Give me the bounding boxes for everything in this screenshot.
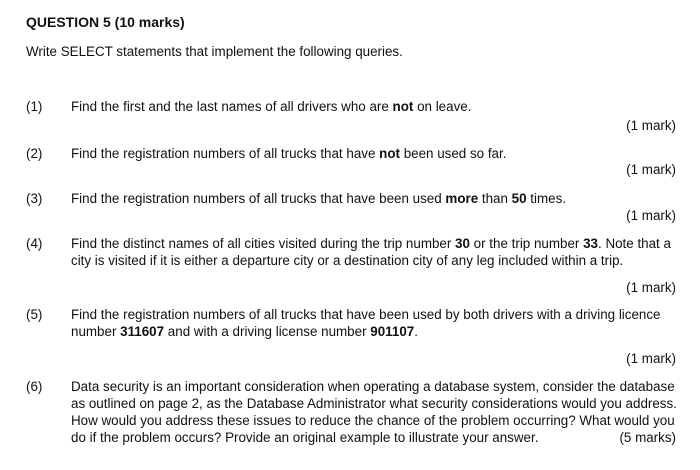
item-text-1: Find the first and the last names of all drivers who are not on leave. [71, 99, 472, 114]
item-marks-1: (1 mark) [626, 118, 676, 133]
item-number-4: (4) [26, 236, 43, 251]
item-number-1: (1) [26, 99, 43, 114]
item-text-2: Find the registration numbers of all trucks that have not been used so far. [71, 146, 507, 161]
item-marks-4: (1 mark) [626, 280, 676, 295]
item-marks-5: (1 mark) [626, 351, 676, 366]
item-marks-3: (1 mark) [626, 208, 676, 223]
item-text-3: Find the registration numbers of all trucks that have been used more than 50 times. [71, 191, 567, 206]
item-number-3: (3) [26, 191, 43, 206]
question-title: QUESTION 5 (10 marks) [26, 14, 185, 30]
item-number-6: (6) [26, 379, 43, 394]
item-marks-6: (5 marks) [613, 429, 676, 446]
item-text-6: Data security is an important consideration when operating a database system, consider the database as outlined on page 2, as the Database Administrator what security considerations would you address. How would you address these issues to reduce the chance of the problem occurring? What would you do if the problem occurs? Provide an original example to illustrate your answer. [71, 379, 677, 445]
question-intro: Write SELECT statements that implement the following queries. [26, 44, 403, 59]
item-marks-2: (1 mark) [626, 162, 676, 177]
item-text-5: Find the registration numbers of all trucks that have been used by both drivers with a driving licence number 311607 and with a driving license number 901107. [71, 307, 661, 339]
item-number-2: (2) [26, 146, 43, 161]
item-text-4: Find the distinct names of all cities visited during the trip number 30 or the trip number 33. Note that a city is visited if it is either a departure city or a destination city of any leg included within a trip. [71, 236, 671, 268]
item-number-5: (5) [26, 307, 43, 322]
